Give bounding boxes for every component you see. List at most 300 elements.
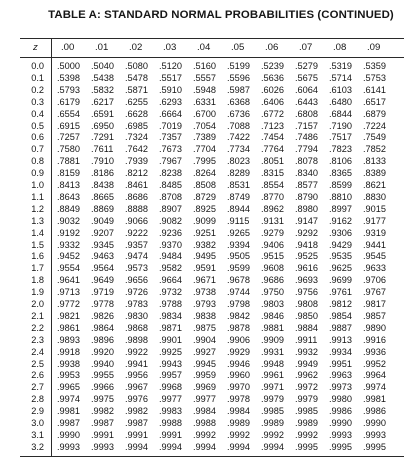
probability-cell: .5517 — [159, 72, 182, 83]
probability-cell: .9881 — [261, 322, 284, 333]
probability-cell: .8340 — [295, 168, 318, 179]
probability-cell: .9306 — [329, 227, 352, 238]
probability-cell: .5871 — [125, 84, 148, 95]
column-header: .06 — [265, 42, 279, 53]
probability-cell: .8289 — [227, 168, 250, 179]
probability-cell: .7019 — [159, 120, 182, 131]
probability-cell: .6985 — [125, 120, 148, 131]
probability-cell: .5160 — [193, 61, 216, 71]
probability-cell: .9946 — [227, 358, 250, 369]
probability-cell: .6293 — [159, 96, 182, 107]
probability-cell: .9463 — [91, 251, 114, 262]
probability-cell: .9803 — [261, 299, 284, 309]
probability-cell: .9236 — [159, 227, 182, 238]
probability-cell: .8643 — [57, 191, 80, 202]
z-value-cell: 1.4 — [31, 227, 44, 238]
probability-cell: .9778 — [91, 299, 114, 309]
z-value-cell: 0.0 — [31, 61, 44, 71]
probability-cell: .9251 — [193, 227, 216, 238]
probability-cell: .7794 — [295, 144, 318, 155]
probability-cell: .9925 — [159, 346, 182, 357]
probability-cell: .9582 — [159, 263, 182, 274]
probability-cell: .9633 — [363, 263, 386, 274]
probability-cell: .5910 — [159, 84, 182, 95]
probability-cell: .9279 — [261, 227, 284, 238]
probability-cell: .9927 — [193, 346, 216, 357]
probability-cell: .8729 — [193, 191, 216, 202]
probability-cell: .8485 — [159, 180, 182, 190]
probability-cell: .9772 — [57, 299, 80, 309]
probability-cell: .6554 — [57, 108, 80, 119]
probability-cell: .9207 — [91, 227, 114, 238]
probability-cell: .9861 — [57, 322, 80, 333]
probability-cell: .8577 — [295, 180, 318, 190]
probability-cell: .9082 — [159, 215, 182, 226]
probability-cell: .8907 — [159, 203, 182, 214]
probability-cell: .9896 — [91, 334, 114, 345]
probability-cell: .5398 — [57, 72, 80, 83]
probability-cell: .8962 — [261, 203, 284, 214]
probability-cell: .9131 — [261, 215, 284, 226]
probability-cell: .6915 — [57, 120, 80, 131]
probability-cell: .8315 — [261, 168, 284, 179]
probability-cell: .8078 — [295, 156, 318, 167]
probability-cell: .5279 — [295, 61, 318, 71]
column-header: .03 — [163, 42, 177, 53]
probability-cell: .9967 — [125, 382, 148, 393]
probability-cell: .9599 — [227, 263, 250, 274]
probability-cell: .9901 — [159, 334, 182, 345]
probability-cell: .9838 — [193, 310, 216, 321]
probability-cell: .9962 — [295, 370, 318, 381]
probability-cell: .5239 — [261, 61, 284, 71]
probability-cell: .9808 — [295, 299, 318, 309]
probability-cell: .9671 — [193, 275, 216, 286]
probability-cell: .9821 — [57, 310, 80, 321]
probability-cell: .9987 — [57, 418, 80, 428]
probability-cell: .5478 — [125, 72, 148, 83]
probability-cell: .6772 — [261, 108, 284, 119]
probability-cell: .9994 — [261, 441, 284, 452]
probability-cell: .9738 — [193, 287, 216, 298]
probability-cell: .9756 — [295, 287, 318, 298]
probability-cell: .9495 — [193, 251, 216, 262]
probability-cell: .8686 — [125, 191, 148, 202]
probability-cell: .8023 — [227, 156, 250, 167]
probability-cell: .7291 — [91, 132, 114, 143]
probability-cell: .6331 — [193, 96, 216, 107]
z-value-cell: 0.8 — [31, 156, 44, 167]
probability-cell: .9893 — [57, 334, 80, 345]
probability-cell: .5120 — [159, 61, 182, 71]
probability-cell: .9911 — [295, 334, 318, 345]
probability-cell: .9966 — [91, 382, 114, 393]
probability-cell: .5832 — [91, 84, 114, 95]
probability-cell: .7357 — [159, 132, 182, 143]
probability-cell: .9969 — [193, 382, 216, 393]
probability-cell: .8508 — [193, 180, 216, 190]
probability-cell: .9918 — [57, 346, 80, 357]
probability-cell: .9162 — [329, 215, 352, 226]
probability-cell: .9826 — [91, 310, 114, 321]
probability-cell: .5675 — [295, 72, 318, 83]
column-header: .04 — [197, 42, 211, 53]
probability-cell: .9981 — [57, 406, 80, 417]
probability-cell: .9992 — [193, 429, 216, 440]
probability-cell: .5080 — [125, 61, 148, 71]
probability-cell: .9982 — [125, 406, 148, 417]
probability-cell: .5557 — [193, 72, 216, 83]
probability-cell: .9983 — [159, 406, 182, 417]
z-value-cell: 2.1 — [31, 310, 44, 321]
probability-cell: .6026 — [261, 84, 284, 95]
probability-cell: .5714 — [329, 72, 352, 83]
probability-cell: .6844 — [329, 108, 352, 119]
probability-cell: .9985 — [295, 406, 318, 417]
probability-cell: .9842 — [227, 310, 250, 321]
probability-cell: .8944 — [227, 203, 250, 214]
probability-cell: .9830 — [125, 310, 148, 321]
probability-cell: .9984 — [193, 406, 216, 417]
probability-cell: .9995 — [295, 441, 318, 452]
probability-cell: .9706 — [363, 275, 386, 286]
column-header: .00 — [61, 42, 75, 53]
probability-cell: .9985 — [261, 406, 284, 417]
z-value-cell: 3.2 — [31, 441, 44, 452]
z-value-cell: 1.1 — [31, 191, 44, 202]
probability-cell: .7967 — [159, 156, 182, 167]
probability-cell: .9982 — [91, 406, 114, 417]
probability-cell: .9515 — [261, 251, 284, 262]
probability-cell: .8790 — [295, 191, 318, 202]
probability-cell: .9931 — [261, 346, 284, 357]
probability-cell: .8749 — [227, 191, 250, 202]
z-value-cell: 2.3 — [31, 334, 44, 345]
probability-cell: .9956 — [125, 370, 148, 381]
z-value-cell: 2.5 — [31, 358, 44, 369]
probability-cell: .6736 — [227, 108, 250, 119]
probability-cell: .9608 — [261, 263, 284, 274]
probability-cell: .9976 — [125, 394, 148, 405]
probability-cell: .8770 — [261, 191, 284, 202]
z-value-cell: 1.2 — [31, 203, 44, 214]
probability-cell: .9793 — [193, 299, 216, 309]
probability-cell: .7642 — [125, 144, 148, 155]
probability-cell: .9993 — [329, 429, 352, 440]
probability-cell: .9960 — [227, 370, 250, 381]
probability-cell: .9664 — [159, 275, 182, 286]
probability-cell: .7995 — [193, 156, 216, 167]
probability-cell: .9922 — [125, 346, 148, 357]
z-value-cell: 3.0 — [31, 418, 44, 428]
probability-cell: .9370 — [159, 239, 182, 250]
probability-cell: .9989 — [295, 418, 318, 428]
probability-cell: .5948 — [193, 84, 216, 95]
probability-cell: .9686 — [261, 275, 284, 286]
probability-cell: .9992 — [295, 429, 318, 440]
probability-cell: .9979 — [295, 394, 318, 405]
probability-cell: .9049 — [91, 215, 114, 226]
column-header: .09 — [367, 42, 381, 53]
probability-cell: .9948 — [261, 358, 284, 369]
probability-cell: .8849 — [57, 203, 80, 214]
probability-cell: .9988 — [159, 418, 182, 428]
z-value-cell: 0.2 — [31, 84, 44, 95]
probability-cell: .9940 — [91, 358, 114, 369]
probability-cell: .7764 — [261, 144, 284, 155]
probability-cell: .6517 — [363, 96, 386, 107]
probability-cell: .9990 — [363, 418, 386, 428]
probability-cell: .9909 — [261, 334, 284, 345]
probability-cell: .6664 — [159, 108, 182, 119]
probability-cell: .9994 — [193, 441, 216, 452]
z-value-cell: 0.4 — [31, 108, 44, 119]
probability-cell: .9817 — [363, 299, 386, 309]
probability-cell: .5596 — [227, 72, 250, 83]
z-value-cell: 0.6 — [31, 132, 44, 143]
z-value-cell: 0.7 — [31, 144, 44, 155]
probability-cell: .7224 — [363, 120, 386, 131]
probability-cell: .6103 — [329, 84, 352, 95]
probability-cell: .9192 — [57, 227, 80, 238]
probability-cell: .9936 — [363, 346, 386, 357]
probability-cell: .5987 — [227, 84, 250, 95]
probability-cell: .9987 — [125, 418, 148, 428]
probability-cell: .8212 — [125, 168, 148, 179]
probability-cell: .9968 — [159, 382, 182, 393]
probability-cell: .9995 — [329, 441, 352, 452]
probability-cell: .9484 — [159, 251, 182, 262]
probability-cell: .9952 — [363, 358, 386, 369]
probability-cell: .9993 — [57, 441, 80, 452]
probability-cell: .7734 — [227, 144, 250, 155]
probability-cell: .8159 — [57, 168, 80, 179]
z-value-cell: 2.7 — [31, 382, 44, 393]
probability-cell: .8051 — [261, 156, 284, 167]
probability-cell: .9719 — [91, 287, 114, 298]
probability-cell: .9949 — [295, 358, 318, 369]
z-value-cell: 1.5 — [31, 239, 44, 250]
probability-cell: .9744 — [227, 287, 250, 298]
probability-cell: .9525 — [295, 251, 318, 262]
probability-cell: .9713 — [57, 287, 80, 298]
probability-cell: .9394 — [227, 239, 250, 250]
probability-cell: .9994 — [227, 441, 250, 452]
probability-cell: .7486 — [295, 132, 318, 143]
probability-cell: .9573 — [125, 263, 148, 274]
probability-cell: .9993 — [363, 429, 386, 440]
probability-cell: .7673 — [159, 144, 182, 155]
probability-cell: .9693 — [295, 275, 318, 286]
probability-cell: .6628 — [125, 108, 148, 119]
probability-cell: .7852 — [363, 144, 386, 155]
probability-cell: .8869 — [91, 203, 114, 214]
probability-cell: .6179 — [57, 96, 80, 107]
probability-cell: .9505 — [227, 251, 250, 262]
probability-cell: .9991 — [125, 429, 148, 440]
probability-cell: .7422 — [227, 132, 250, 143]
probability-cell: .9981 — [363, 394, 386, 405]
probability-cell: .9812 — [329, 299, 352, 309]
probability-cell: .9649 — [91, 275, 114, 286]
z-value-cell: 0.3 — [31, 96, 44, 107]
probability-cell: .8438 — [91, 180, 114, 190]
probability-cell: .9834 — [159, 310, 182, 321]
probability-cell: .9678 — [227, 275, 250, 286]
probability-cell: .9222 — [125, 227, 148, 238]
page-title: TABLE A: STANDARD NORMAL PROBABILITIES (CONTINUED) — [48, 9, 394, 21]
probability-cell: .9406 — [261, 239, 284, 250]
probability-cell: .9857 — [363, 310, 386, 321]
probability-cell: .9994 — [159, 441, 182, 452]
probability-cell: .8264 — [193, 168, 216, 179]
probability-cell: .9972 — [295, 382, 318, 393]
probability-cell: .8599 — [329, 180, 352, 190]
probability-cell: .9319 — [363, 227, 386, 238]
probability-cell: .9938 — [57, 358, 80, 369]
probability-cell: .8997 — [329, 203, 352, 214]
probability-cell: .9115 — [227, 215, 250, 226]
probability-cell: .8389 — [363, 168, 386, 179]
probability-cell: .9987 — [91, 418, 114, 428]
probability-cell: .8106 — [329, 156, 352, 167]
probability-cell: .9988 — [193, 418, 216, 428]
probability-cell: .5438 — [91, 72, 114, 83]
column-header: .08 — [333, 42, 347, 53]
probability-cell: .9978 — [227, 394, 250, 405]
probability-cell: .9788 — [159, 299, 182, 309]
probability-cell: .9732 — [159, 287, 182, 298]
z-value-cell: 1.8 — [31, 275, 44, 286]
probability-cell: .9099 — [193, 215, 216, 226]
probability-cell: .7549 — [363, 132, 386, 143]
probability-cell: .9545 — [363, 251, 386, 262]
probability-cell: .5319 — [329, 61, 352, 71]
probability-cell: .8810 — [329, 191, 352, 202]
probability-cell: .9887 — [329, 322, 352, 333]
probability-cell: .8531 — [227, 180, 250, 190]
probability-cell: .9994 — [125, 441, 148, 452]
probability-cell: .9265 — [227, 227, 250, 238]
probability-cell: .8413 — [57, 180, 80, 190]
probability-cell: .9992 — [227, 429, 250, 440]
probability-cell: .9951 — [329, 358, 352, 369]
probability-cell: .6591 — [91, 108, 114, 119]
probability-cell: .9964 — [363, 370, 386, 381]
probability-cell: .9945 — [193, 358, 216, 369]
probability-cell: .9441 — [363, 239, 386, 250]
probability-cell: .9850 — [295, 310, 318, 321]
probability-cell: .9767 — [363, 287, 386, 298]
probability-cell: .7611 — [91, 144, 114, 155]
probability-cell: .6700 — [193, 108, 216, 119]
probability-cell: .7454 — [261, 132, 284, 143]
probability-cell: .9177 — [363, 215, 386, 226]
probability-cell: .8665 — [91, 191, 114, 202]
z-column-divider — [51, 39, 52, 456]
probability-cell: .7939 — [125, 156, 148, 167]
probability-cell: .9973 — [329, 382, 352, 393]
probability-cell: .9971 — [261, 382, 284, 393]
probability-cell: .9989 — [261, 418, 284, 428]
probability-cell: .7910 — [91, 156, 114, 167]
probability-cell: .9965 — [57, 382, 80, 393]
probability-cell: .5040 — [91, 61, 114, 71]
z-value-cell: 2.2 — [31, 322, 44, 333]
probability-cell: .9854 — [329, 310, 352, 321]
probability-cell: .9991 — [159, 429, 182, 440]
probability-cell: .9929 — [227, 346, 250, 357]
probability-cell: .9963 — [329, 370, 352, 381]
probability-cell: .9934 — [329, 346, 352, 357]
probability-cell: .9992 — [261, 429, 284, 440]
probability-cell: .9890 — [363, 322, 386, 333]
probability-cell: .9554 — [57, 263, 80, 274]
probability-cell: .8925 — [193, 203, 216, 214]
probability-cell: .9699 — [329, 275, 352, 286]
probability-cell: .9953 — [57, 370, 80, 381]
probability-cell: .8365 — [329, 168, 352, 179]
z-value-cell: 3.1 — [31, 429, 44, 440]
probability-cell: .9920 — [91, 346, 114, 357]
probability-cell: .9066 — [125, 215, 148, 226]
probability-cell: .7580 — [57, 144, 80, 155]
probability-cell: .9980 — [329, 394, 352, 405]
probability-cell: .7157 — [295, 120, 318, 131]
column-header: .01 — [95, 42, 109, 53]
probability-cell: .7881 — [57, 156, 80, 167]
probability-cell: .9986 — [329, 406, 352, 417]
probability-cell: .9955 — [91, 370, 114, 381]
probability-cell: .9875 — [193, 322, 216, 333]
probability-cell: .6950 — [91, 120, 114, 131]
z-value-cell: 1.3 — [31, 215, 44, 226]
z-value-cell: 2.8 — [31, 394, 44, 405]
z-value-cell: 1.7 — [31, 263, 44, 274]
probability-cell: .6064 — [295, 84, 318, 95]
probability-cell: .7257 — [57, 132, 80, 143]
table-header-row — [20, 39, 404, 58]
probability-cell: .5636 — [261, 72, 284, 83]
probability-cell: .6879 — [363, 108, 386, 119]
probability-cell: .9382 — [193, 239, 216, 250]
probability-cell: .9979 — [261, 394, 284, 405]
probability-cell: .9591 — [193, 263, 216, 274]
probability-table — [20, 38, 404, 457]
probability-cell: .9429 — [329, 239, 352, 250]
probability-cell: .9864 — [91, 322, 114, 333]
probability-cell: .6808 — [295, 108, 318, 119]
z-value-cell: 2.6 — [31, 370, 44, 381]
z-value-cell: 2.9 — [31, 406, 44, 417]
probability-cell: .6480 — [329, 96, 352, 107]
probability-cell: .9959 — [193, 370, 216, 381]
probability-cell: .9884 — [295, 322, 318, 333]
z-column-header: z — [33, 42, 38, 53]
probability-cell: .9783 — [125, 299, 148, 309]
probability-cell: .9474 — [125, 251, 148, 262]
probability-cell: .9991 — [91, 429, 114, 440]
probability-cell: .7389 — [193, 132, 216, 143]
probability-cell: .9726 — [125, 287, 148, 298]
probability-cell: .9941 — [125, 358, 148, 369]
probability-cell: .9995 — [363, 441, 386, 452]
probability-cell: .9977 — [159, 394, 182, 405]
probability-cell: .9147 — [295, 215, 318, 226]
probability-cell: .5359 — [363, 61, 386, 71]
probability-cell: .9906 — [227, 334, 250, 345]
probability-cell: .5000 — [57, 61, 80, 71]
